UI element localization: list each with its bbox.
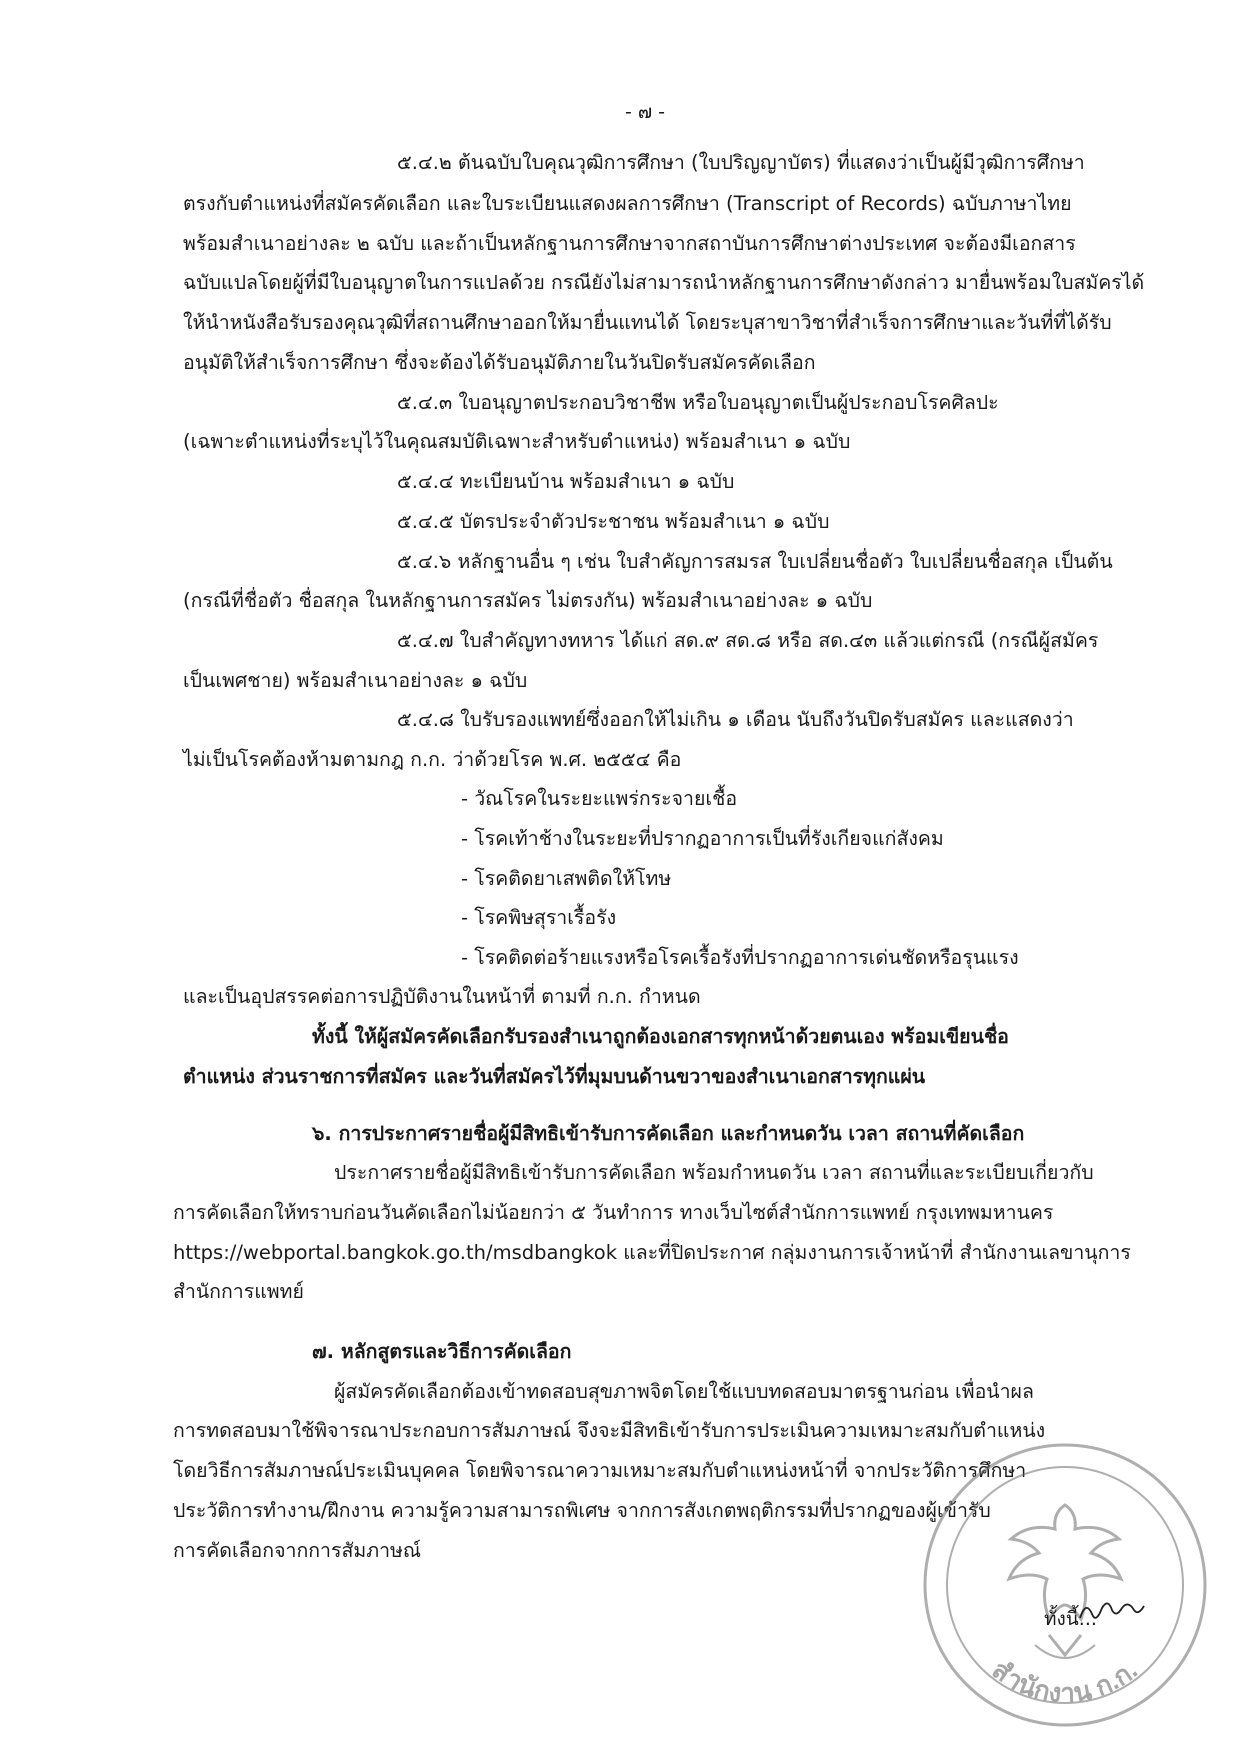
- list-item: - โรคติดต่อร้ายแรงหรือโรคเรื้อรังที่ปรากฏอาการเด่นชัดหรือรุนแรง: [461, 946, 1019, 969]
- bold-text-line: ตำแหน่ง ส่วนราชการที่สมัคร และวันที่สมัครไว้ที่มุมบนด้านขวาของสำเนาเอกสารทุกแผ่น: [183, 1065, 926, 1088]
- text-line: ๕.๔.๔ ทะเบียนบ้าน พร้อมสำเนา ๑ ฉบับ: [397, 470, 735, 493]
- svg-text:สำนักงาน ก.ก.: สำนักงาน ก.ก.: [986, 1654, 1143, 1708]
- text-line: โดยวิธีการสัมภาษณ์ประเมินบุคคล โดยพิจารณาความเหมาะสมกับตำแหน่งหน้าที่ จากประวัติการศึกษา: [173, 1459, 1027, 1482]
- text-line: ให้นำหนังสือรับรองคุณวุฒิที่สถานศึกษาออกให้มายื่นแทนได้ โดยระบุสาขาวิชาที่สำเร็จการศึกษาและวันที่ที่ได้รับ: [183, 311, 1112, 334]
- text-line: ตรงกับตำแหน่งที่สมัครคัดเลือก และใบระเบียนแสดงผลการศึกษา (Transcript of Records) ฉบับภาษาไทย: [183, 192, 1072, 215]
- page-number: - ๗ -: [624, 101, 666, 123]
- text-line: สำนักการแพทย์: [173, 1280, 304, 1303]
- section-heading: ๖. การประกาศรายชื่อผู้มีสิทธิเข้ารับการคัดเลือก และกำหนดวัน เวลา สถานที่คัดเลือก: [312, 1122, 1025, 1145]
- text-line: การคัดเลือกจากการสัมภาษณ์: [173, 1539, 421, 1562]
- text-line: ผู้สมัครคัดเลือกต้องเข้าทดสอบสุขภาพจิตโดยใช้แบบทดสอบมาตรฐานก่อน เพื่อนำผล: [334, 1380, 1034, 1403]
- bold-text-line: ทั้งนี้ ให้ผู้สมัครคัดเลือกรับรองสำเนาถูกต้องเอกสารทุกหน้าด้วยตนเอง พร้อมเขียนชื่อ: [312, 1025, 1009, 1048]
- text-line: ไม่เป็นโรคต้องห้ามตามกฎ ก.ก. ว่าด้วยโรค พ.ศ. ๒๕๕๔ คือ: [183, 748, 682, 771]
- list-item: - วัณโรคในระยะแพร่กระจายเชื้อ: [461, 787, 738, 810]
- list-item: - โรคพิษสุราเรื้อรัง: [461, 906, 617, 929]
- text-line: ๕.๔.๕ บัตรประจำตัวประชาชน พร้อมสำเนา ๑ ฉบับ: [397, 510, 830, 533]
- text-line: ๕.๔.๓ ใบอนุญาตประกอบวิชาชีพ หรือใบอนุญาตเป็นผู้ประกอบโรคศิลปะ: [397, 391, 999, 414]
- text-line: การคัดเลือกให้ทราบก่อนวันคัดเลือกไม่น้อยกว่า ๕ วันทำการ ทางเว็บไซต์สำนักการแพทย์ กรุงเทพมหานคร: [173, 1201, 1054, 1224]
- text-line: https://webportal.bangkok.go.th/msdbangkok และที่ปิดประกาศ กลุ่มงานการเจ้าหน้าที่ สำนักงานเลขานุการ: [173, 1241, 1131, 1264]
- text-line: การทดสอบมาใช้พิจารณาประกอบการสัมภาษณ์ จึงจะมีสิทธิเข้ารับการประเมินความเหมาะสมกับตำแหน่ง: [173, 1419, 1046, 1442]
- text-line: ฉบับแปลโดยผู้ที่มีใบอนุญาตในการแปลด้วย กรณียังไม่สามารถนำหลักฐานการศึกษาดังกล่าว มายื่นพร้อมใบสมัครได้: [183, 271, 1145, 294]
- text-line: ๕.๔.๒ ต้นฉบับใบคุณวุฒิการศึกษา (ใบปริญญาบัตร) ที่แสดงว่าเป็นผู้มีวุฒิการศึกษา: [397, 151, 1085, 174]
- list-item: - โรคเท้าช้างในระยะที่ปรากฏอาการเป็นที่รังเกียจแก่สังคม: [461, 827, 944, 850]
- text-line: ๕.๔.๘ ใบรับรองแพทย์ซึ่งออกให้ไม่เกิน ๑ เดือน นับถึงวันปิดรับสมัคร และแสดงว่า: [397, 708, 1074, 731]
- text-line: (เฉพาะตำแหน่งที่ระบุไว้ในคุณสมบัติเฉพาะสำหรับตำแหน่ง) พร้อมสำเนา ๑ ฉบับ: [183, 430, 851, 453]
- text-line: พร้อมสำเนาอย่างละ ๒ ฉบับ และถ้าเป็นหลักฐานการศึกษาจากสถาบันการศึกษาต่างประเทศ จะต้องมีเอกสาร: [183, 232, 1076, 255]
- text-line: และเป็นอุปสรรคต่อการปฏิบัติงานในหน้าที่ ตามที่ ก.ก. กำหนด: [183, 985, 701, 1008]
- text-line: ๕.๔.๖ หลักฐานอื่น ๆ เช่น ใบสำคัญการสมรส ใบเปลี่ยนชื่อตัว ใบเปลี่ยนชื่อสกุล เป็นต้น: [397, 550, 1113, 573]
- text-line: ประกาศรายชื่อผู้มีสิทธิเข้ารับการคัดเลือก พร้อมกำหนดวัน เวลา สถานที่และระเบียบเกี่ยวกับ: [334, 1161, 1094, 1184]
- continuation-text: ทั้งนี้...: [1044, 1608, 1097, 1630]
- list-item: - โรคติดยาเสพติดให้โทษ: [461, 867, 672, 890]
- text-line: อนุมัติให้สำเร็จการศึกษา ซึ่งจะต้องได้รับอนุมัติภายในวันปิดรับสมัครคัดเลือก: [183, 351, 816, 374]
- official-seal-icon: [915, 1435, 1215, 1735]
- text-line: ๕.๔.๗ ใบสำคัญทางทหาร ได้แก่ สด.๙ สด.๘ หรือ สด.๔๓ แล้วแต่กรณี (กรณีผู้สมัคร: [397, 629, 1099, 652]
- text-line: เป็นเพศชาย) พร้อมสำเนาอย่างละ ๑ ฉบับ: [183, 669, 528, 692]
- section-heading: ๗. หลักสูตรและวิธีการคัดเลือก: [312, 1340, 572, 1363]
- text-line: (กรณีที่ชื่อตัว ชื่อสกุล ในหลักฐานการสมัคร ไม่ตรงกัน) พร้อมสำเนาอย่างละ ๑ ฉบับ: [183, 589, 873, 612]
- text-line: ประวัติการทำงาน/ฝึกงาน ความรู้ความสามารถพิเศษ จากการสังเกตพฤติกรรมที่ปรากฏของผู้เข้ารับ: [173, 1499, 991, 1522]
